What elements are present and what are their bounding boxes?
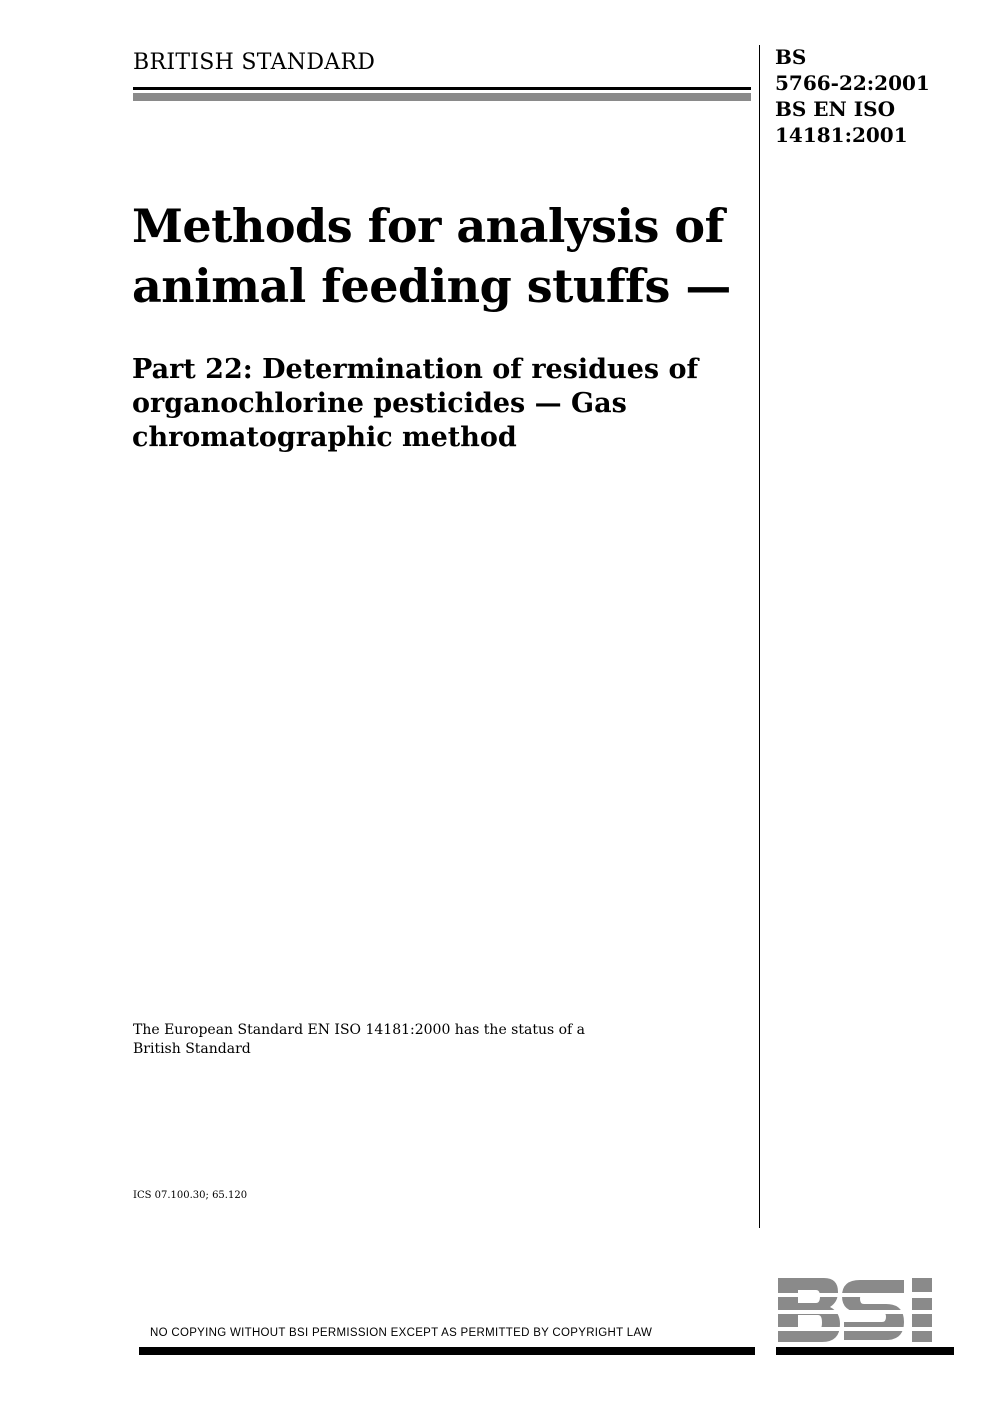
header-rule-thin bbox=[133, 87, 751, 90]
status-note-line: The European Standard EN ISO 14181:2000 has the status of a bbox=[133, 1022, 586, 1038]
copyright-notice: NO COPYING WITHOUT BSI PERMISSION EXCEPT AS PERMITTED BY COPYRIGHT LAW bbox=[150, 1327, 653, 1339]
standard-number-line: BS bbox=[775, 45, 807, 69]
title-line: Methods for analysis of bbox=[132, 199, 724, 253]
subtitle-line: chromatographic method bbox=[132, 422, 517, 453]
header-rule-grey bbox=[133, 93, 751, 101]
bsi-logo bbox=[776, 1276, 956, 1344]
bsi-logo-icon bbox=[776, 1276, 956, 1344]
footer-rule-logo bbox=[776, 1347, 954, 1355]
standard-number-line: 5766-22:2001 bbox=[775, 71, 930, 95]
vertical-divider bbox=[759, 45, 760, 1228]
subtitle-line: organochlorine pesticides — Gas bbox=[132, 388, 627, 419]
status-note bbox=[133, 1021, 693, 1059]
header-label: BRITISH STANDARD bbox=[133, 50, 376, 75]
title-line: animal feeding stuffs — bbox=[132, 259, 731, 313]
subtitle-line: Part 22: Determination of residues of bbox=[132, 354, 699, 385]
document-title bbox=[132, 196, 752, 316]
standard-number-line: BS EN ISO bbox=[775, 97, 896, 121]
status-note-line: British Standard bbox=[133, 1041, 251, 1057]
ics-code: ICS 07.100.30; 65.120 bbox=[133, 1190, 248, 1201]
document-subtitle bbox=[132, 353, 752, 455]
standard-numbers bbox=[775, 44, 930, 148]
footer-rule bbox=[139, 1347, 755, 1355]
standard-number-line: 14181:2001 bbox=[775, 123, 908, 147]
